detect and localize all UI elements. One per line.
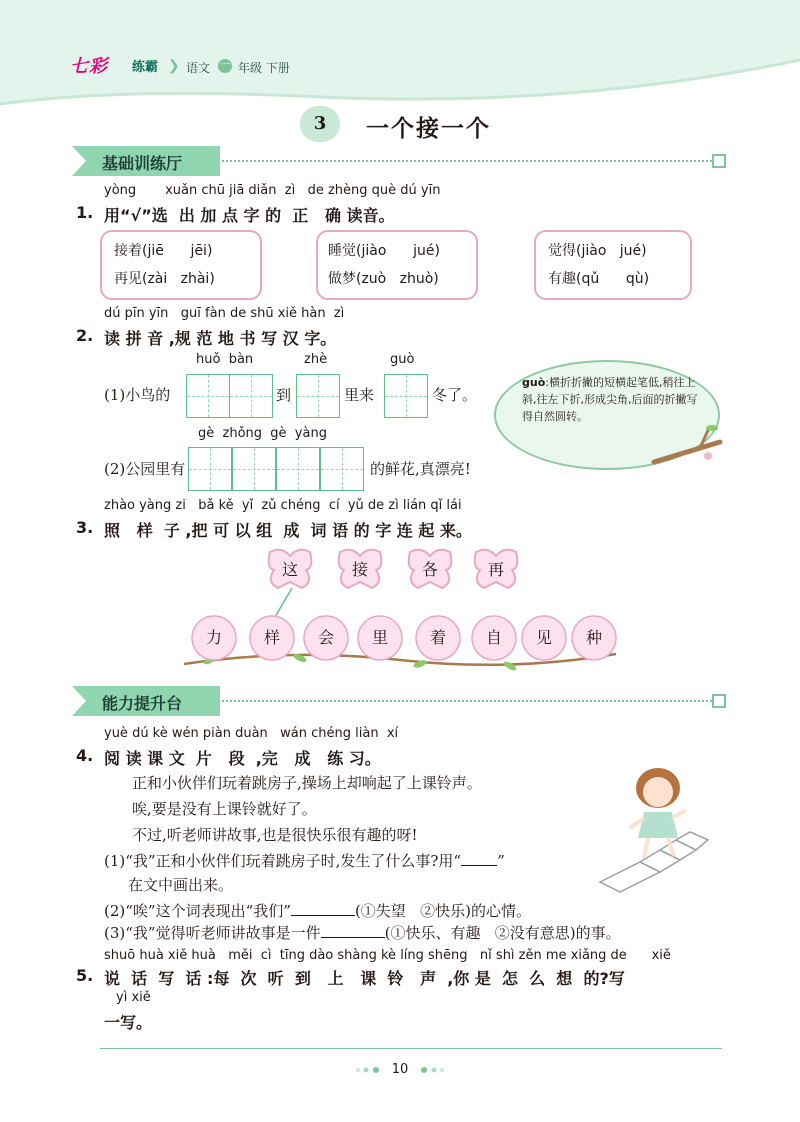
flower-char[interactable]: 见 — [535, 628, 552, 647]
q2-instruction: 读 拼 音 ,规 范 地 书 写 汉 字。 — [104, 329, 337, 348]
lesson-title: 一个接一个 — [366, 115, 491, 142]
q4-sub2-text: (2)“唉”这个词表现出“我们” — [104, 902, 291, 920]
writing-tip — [522, 374, 700, 425]
writing-cell[interactable] — [232, 447, 276, 491]
q4-number: 4. — [76, 746, 94, 765]
writing-tip-pinyin: guò — [522, 376, 546, 389]
q1-pinyin: yòng xuǎn chū jiā diǎn zì de zhèng què dú yīn — [104, 183, 441, 198]
flower-char[interactable]: 力 — [205, 628, 222, 647]
brand-logo: 七彩 — [70, 56, 108, 77]
section-title: 能力提升台 — [102, 694, 183, 713]
writing-cell[interactable] — [188, 447, 232, 491]
writing-cell[interactable] — [384, 374, 428, 418]
q2-p1-pinyin: huǒ bàn — [196, 352, 254, 367]
flower-char[interactable]: 样 — [263, 628, 280, 647]
q1-option-line: 做梦(zuò zhuò) — [328, 271, 439, 287]
q2-p2-text: 的鲜花,真漂亮! — [370, 460, 471, 478]
q1-option-line: 睡觉(jiào jué) — [328, 243, 440, 259]
answer-blank[interactable] — [461, 865, 497, 866]
flower-char[interactable]: 里 — [371, 628, 388, 647]
section-heading-basic — [72, 146, 722, 176]
passage-line: 唉,要是没有上课铃就好了。 — [132, 800, 317, 818]
flower-char[interactable]: 会 — [317, 628, 334, 647]
q5-instruction-2: 一写。 — [104, 1013, 153, 1032]
flower-char[interactable]: 种 — [585, 628, 602, 647]
q2-p1-text: 冬了。 — [432, 386, 478, 404]
q1-option-line: 接着(jiē jēi) — [114, 243, 213, 259]
chevron-right-icon: ❯ — [168, 58, 180, 74]
q2-p1-text: (1)小鸟的 — [104, 386, 171, 404]
butterfly-char[interactable]: 接 — [351, 560, 368, 579]
q2-number: 2. — [76, 326, 94, 345]
q3-number: 3. — [76, 518, 94, 537]
q1-number: 1. — [76, 203, 94, 222]
q2-pinyin: dú pīn yīn guī fàn de shū xiě hàn zì — [104, 306, 345, 321]
girl-hopscotch-illustration — [580, 762, 720, 900]
writing-cell[interactable] — [276, 447, 320, 491]
section-heading-ability — [72, 686, 722, 716]
footer-rule — [100, 1048, 722, 1049]
writing-cell[interactable] — [320, 447, 364, 491]
butterfly-char[interactable]: 这 — [281, 560, 298, 579]
writing-cell[interactable] — [186, 374, 230, 418]
q4-sub3 — [104, 922, 621, 943]
branch-illustration — [650, 420, 724, 466]
brand-name: 练霸 — [132, 60, 159, 75]
passage-line: 不过,听老师讲故事,也是很快乐很有趣的呀! — [132, 826, 418, 844]
q4-sub1-cont: 在文中画出来。 — [128, 876, 234, 894]
flower-char[interactable]: 自 — [485, 628, 502, 647]
q1-option-box — [534, 230, 692, 300]
q4-sub1-close: ” — [497, 852, 505, 870]
q2-p2-pinyin: gè zhǒng gè yàng — [198, 426, 327, 441]
q4-pinyin: yuè dú kè wén piàn duàn wán chéng liàn xí — [104, 726, 399, 741]
passage-line: 正和小伙伴们玩着跳房子,操场上却响起了上课铃声。 — [132, 774, 482, 792]
q1-instruction: 用“√”选 出 加 点 字 的 正 确 读音。 — [104, 206, 395, 225]
q2-p1-text: 里来 — [344, 386, 375, 404]
header-grade: 年级 下册 — [238, 61, 290, 75]
lesson-number: 3 — [300, 106, 340, 142]
q5-instruction: 说 话 写 话 :每 次 听 到 上 课 铃 声 ,你 是 怎 么 想 的?写 — [104, 969, 625, 988]
header-subject: 语文 — [186, 61, 211, 75]
q1-option-line: 觉得(jiào jué) — [548, 243, 647, 259]
q4-instruction: 阅 读 课 文 片 段 ,完 成 练 习。 — [104, 749, 381, 768]
section-title: 基础训练厅 — [102, 154, 183, 173]
q1-option-box — [316, 230, 478, 300]
q5-number: 5. — [76, 966, 94, 985]
header-grade-number: 一 — [220, 60, 230, 71]
q1-option-line: 有趣(qǔ qù) — [548, 271, 650, 287]
page-number: 10 — [391, 1062, 409, 1077]
header-band — [0, 0, 800, 112]
q1-option-box — [100, 230, 262, 300]
q5-pinyin-2: yì xiě — [116, 990, 151, 1005]
q4-sub3-text: (3)“我”觉得听老师讲故事是一件 — [104, 924, 321, 942]
answer-blank[interactable] — [291, 915, 355, 916]
q4-sub2-options: (①失望 ②快乐)的心情。 — [354, 902, 531, 920]
q2-p1-pinyin: zhè — [304, 352, 328, 367]
q5-pinyin: shuō huà xiě huà měi cì tīng dào shàng kè líng shēng nǐ shì zěn me xiǎng de xiě — [104, 948, 671, 963]
butterfly-char[interactable]: 再 — [487, 560, 504, 579]
q2-p2-text: (2)公园里有 — [104, 460, 186, 478]
q3-pinyin: zhào yàng zi bǎ kě yǐ zǔ chéng cí yǔ de zì lián qǐ lái — [104, 498, 462, 513]
q4-sub3-options: (①快乐、有趣 ②没有意思)的事。 — [384, 924, 621, 942]
q1-option-line: 再见(zài zhài) — [114, 271, 215, 287]
q4-sub1 — [104, 850, 505, 871]
butterfly-char[interactable]: 各 — [421, 560, 438, 579]
flower-char[interactable]: 着 — [429, 628, 446, 647]
q4-sub1-text: (1)“我”正和小伙伴们玩着跳房子时,发生了什么事?用“ — [104, 852, 462, 870]
writing-tip-text: :横折折撇的短横起笔低,稍往上斜,往左下折,形成尖角,后面的折撇写得自然圆转。 — [522, 376, 698, 423]
answer-blank[interactable] — [321, 937, 385, 938]
q2-p1-pinyin: guò — [390, 352, 415, 367]
q4-sub2 — [104, 900, 531, 921]
writing-cell[interactable] — [296, 374, 340, 418]
writing-cell[interactable] — [229, 374, 273, 418]
q2-p1-text: 到 — [276, 386, 292, 404]
q3-instruction: 照 样 子 ,把 可 以 组 成 词 语 的 字 连 起 来。 — [104, 521, 472, 540]
